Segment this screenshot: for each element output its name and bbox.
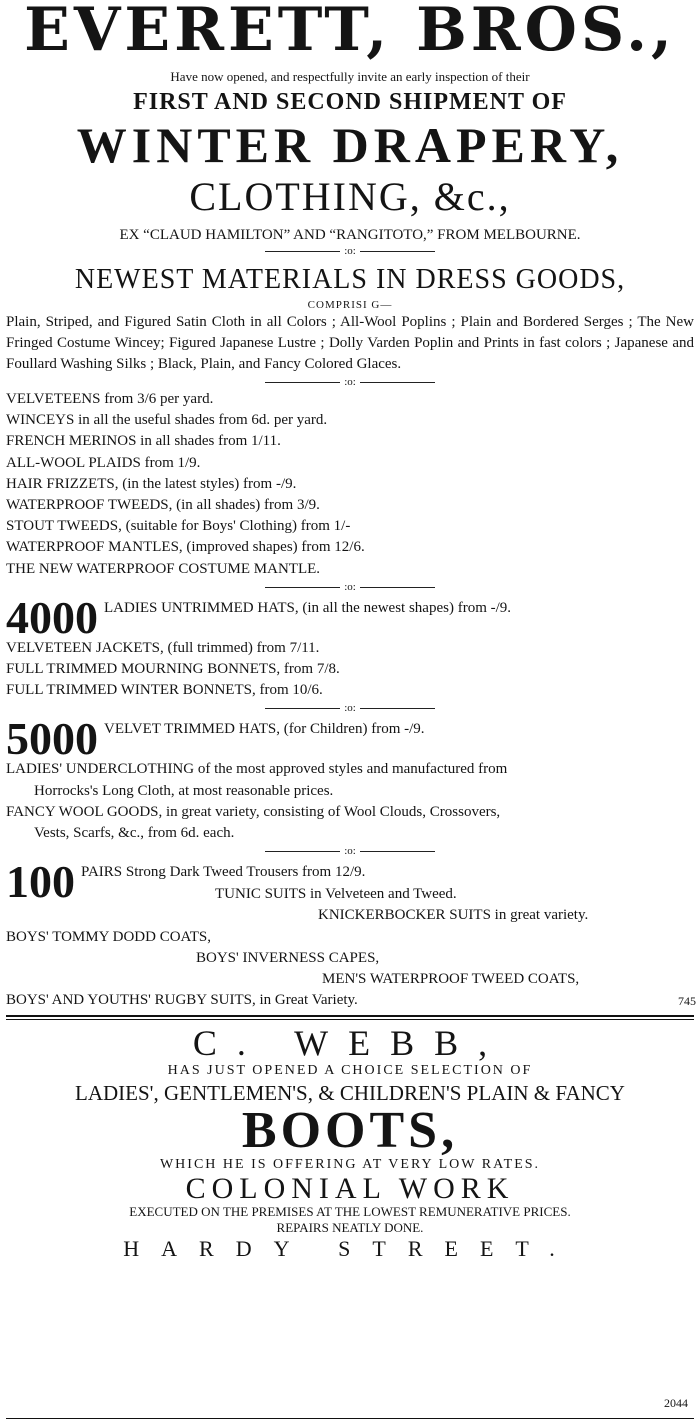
ship-names-line: EX “CLAUD HAMILTON” AND “RANGITOTO,” FROM MELBOURNE.	[119, 227, 581, 243]
velvet-hats-row	[0, 713, 700, 765]
repairs-line: REPAIRS NEATLY DONE.	[276, 1220, 424, 1236]
separator: :o:	[0, 701, 700, 715]
divider	[6, 1015, 694, 1017]
separator: :o:	[0, 375, 700, 389]
mens-coats-line: MEN'S WATERPROOF TWEED COATS,	[322, 971, 580, 988]
list-item: HAIR FRIZZETS, (in the latest styles) from -/9.	[6, 475, 297, 492]
list-item: WATERPROOF TWEEDS, (in all shades) from 3/9.	[6, 497, 320, 514]
divider	[6, 1418, 694, 1419]
webb-opened-line: HAS JUST OPENED A CHOICE SELECTION OF	[167, 1063, 533, 1079]
hats-row	[0, 591, 700, 643]
address-line	[0, 1236, 700, 1262]
tunic-suits-line: TUNIC SUITS in Velveteen and Tweed.	[215, 886, 457, 903]
underclothing-line: LADIES' UNDERCLOTHING of the most approved styles and manufactured from	[6, 761, 508, 778]
list-item: FULL TRIMMED MOURNING BONNETS, from 7/8.	[6, 661, 340, 678]
velvet-hats-quantity: 5000	[6, 713, 98, 765]
list-item: WATERPROOF MANTLES, (improved shapes) from 12/6.	[6, 539, 365, 556]
everett-ad-number: 745	[678, 994, 696, 1009]
webb-ad-number: 2044	[664, 1396, 688, 1410]
colonial-work-heading: COLONIAL WORK	[185, 1172, 515, 1206]
items-list-2	[0, 638, 700, 702]
rugby-text: BOYS' AND YOUTHS' RUGBY SUITS, in Great Variety.	[6, 992, 358, 1009]
fancy-wool-line-2: Vests, Scarfs, &c., from 6d. each.	[34, 825, 235, 842]
everett-masthead: EVERETT, BROS.,	[24, 0, 676, 65]
list-item: FRENCH MERINOS in all shades from 1/11.	[6, 433, 281, 450]
comprising-label: COMPRISI G—	[307, 299, 393, 311]
webb-ladies-line: LADIES', GENTLEMEN'S, & CHILDREN'S PLAIN & FANCY	[75, 1081, 625, 1106]
separator: :o:	[0, 844, 700, 858]
dress-goods-paragraph: Plain, Striped, and Figured Satin Cloth in all Colors ; All-Wool Poplins ; Plain and Bordered Serges ; The New Fringed Costume Wincey; Figured Japanese Lustre ; Dolly Varden Poplin and Prints in fast colors ; Japanese and Foullard Washing Silks ; Black, Plain, and Fancy Colored Glaces.	[6, 314, 694, 372]
divider	[6, 1019, 694, 1020]
rugby-line	[0, 990, 700, 1011]
webb-rates-line: WHICH HE IS OFFERING AT VERY LOW RATES.	[159, 1157, 541, 1173]
trousers-text: PAIRS Strong Dark Tweed Trousers from 12/9.	[81, 864, 366, 881]
list-item: FULL TRIMMED WINTER BONNETS, from 10/6.	[6, 682, 323, 699]
street-name: HARDY STREET.	[123, 1236, 577, 1262]
hats-text: LADIES UNTRIMMED HATS, (in all the newest shapes) from -/9.	[104, 599, 512, 616]
knickerbocker-line: KNICKERBOCKER SUITS in great variety.	[318, 907, 589, 924]
list-item: WINCEYS in all the useful shades from 6d. per yard.	[6, 412, 328, 429]
everett-subline: Have now opened, and respectfully invite an early inspection of their	[170, 69, 530, 84]
separator: :o:	[0, 244, 700, 258]
winter-drapery-heading: WINTER DRAPERY,	[76, 117, 624, 173]
shipment-heading: FIRST AND SECOND SHIPMENT OF	[133, 89, 567, 115]
items-list-1	[0, 389, 700, 580]
executed-line: EXECUTED ON THE PREMISES AT THE LOWEST REMUNERATIVE PRICES.	[129, 1204, 571, 1220]
underclothing-line-2: Horrocks's Long Cloth, at most reasonable prices.	[34, 782, 334, 799]
webb-masthead: C. WEBB,	[192, 1023, 508, 1064]
list-item: THE NEW WATERPROOF COSTUME MANTLE.	[6, 560, 321, 577]
list-item: STOUT TWEEDS, (suitable for Boys' Clothing) from 1/-	[6, 518, 351, 535]
velvet-hats-text: VELVET TRIMMED HATS, (for Children) from -/9.	[104, 721, 425, 738]
trousers-quantity: 100	[6, 856, 75, 908]
inverness-line: BOYS' INVERNESS CAPES,	[196, 949, 380, 966]
clothing-heading: CLOTHING, &c.,	[189, 174, 511, 219]
separator: :o:	[0, 580, 700, 594]
tommy-dodd-line: BOYS' TOMMY DODD COATS,	[6, 928, 211, 945]
list-item: VELVETEENS from 3/6 per yard.	[6, 391, 214, 407]
list-item: ALL-WOOL PLAIDS from 1/9.	[6, 454, 201, 471]
list-item: VELVETEEN JACKETS, (full trimmed) from 7/11.	[6, 639, 320, 656]
boots-heading: BOOTS,	[241, 1102, 459, 1160]
hats-quantity: 4000	[6, 591, 98, 643]
fancy-wool-line: FANCY WOOL GOODS, in great variety, consisting of Wool Clouds, Crossovers,	[6, 803, 501, 820]
dress-goods-heading: NEWEST MATERIALS IN DRESS GOODS,	[74, 264, 626, 295]
